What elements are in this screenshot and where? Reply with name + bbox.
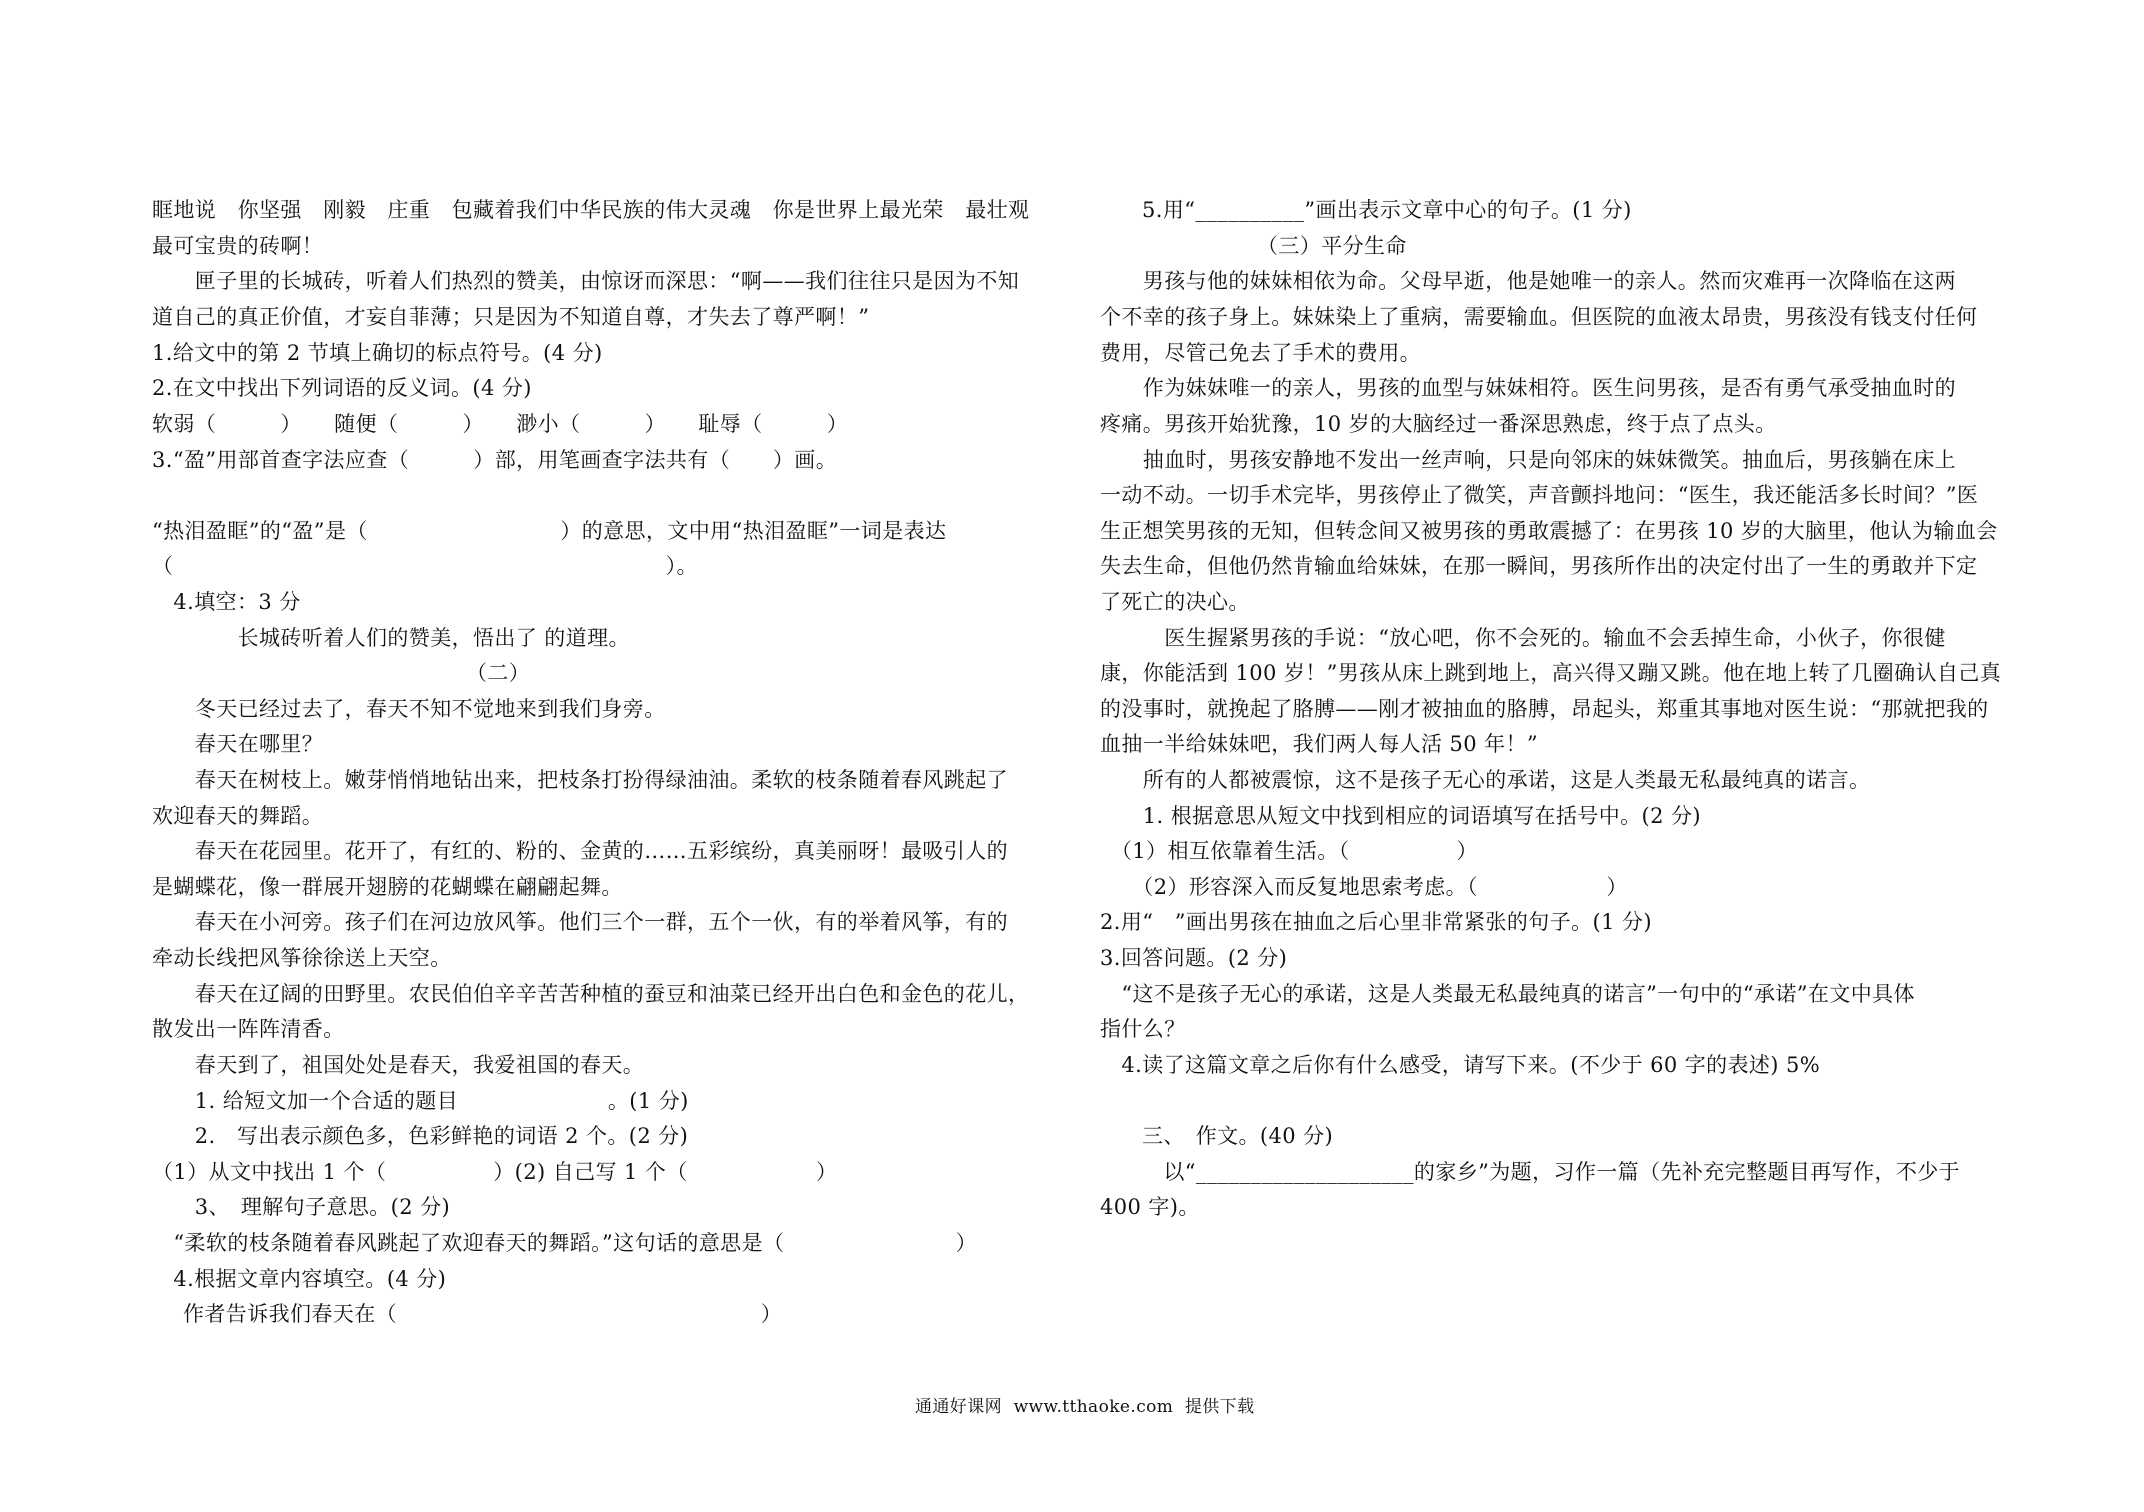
text-line: 一动不动。一切手术完毕，男孩停止了微笑，声音颤抖地问：“医生，我还能活多长时间？”医 [1100, 483, 1979, 507]
text-line: 最可宝贵的砖啊！ [152, 234, 324, 258]
text-line: 血抽一半给妹妹吧，我们两人每人活 50 年！” [1100, 732, 1539, 756]
footer-credit: 通通好课网 www.tthaoke.com 提供下载 [915, 1397, 1255, 1417]
text-line: 眶地说 你坚强 刚毅 庄重 包藏着我们中华民族的伟大灵魂 你是世界上最光荣 最壮观 [152, 198, 1030, 222]
question-2: 2.用“ ”画出男孩在抽血之后心里非常紧张的句子。(1 分) [1100, 910, 1652, 934]
text-line: 春天在树枝上。嫩芽悄悄地钻出来，把枝条打扮得绿油油。柔软的枝条随着春风跳起了 [152, 768, 1008, 792]
text-line: 长城砖听着人们的赞美，悟出了 的道理。 [152, 626, 630, 650]
section-heading-3: （三）平分生命 [1257, 234, 1407, 258]
question-1: 1.给文中的第 2 节填上确切的标点符号。(4 分) [152, 341, 603, 365]
text-line: 疼痛。男孩开始犹豫，10 岁的大脑经过一番深思熟虑，终于点了点头。 [1100, 412, 1777, 436]
text-line: 个不幸的孩子身上。妹妹染上了重病，需要输血。但医院的血液太昂贵，男孩没有钱支付任何 [1100, 305, 1978, 329]
text-line: （2）形容深入而反复地思索考虑。（ ） [1100, 875, 1628, 899]
text-line: 男孩与他的妹妹相依为命。父母早逝，他是她唯一的亲人。然而灾难再一次降临在这两 [1100, 269, 1956, 293]
text-line: 匣子里的长城砖，听着人们热烈的赞美，由惊讶而深思：“啊——我们往往只是因为不知 [152, 269, 1020, 293]
question-1: 1. 根据意思从短文中找到相应的词语填写在括号中。(2 分) [1100, 804, 1701, 828]
text-line: 作为妹妹唯一的亲人，男孩的血型与妹妹相符。医生问男孩，是否有勇气承受抽血时的 [1100, 376, 1956, 400]
question-2: 2.在文中找出下列词语的反义词。(4 分) [152, 376, 532, 400]
question-4: 4.根据文章内容填空。(4 分) [152, 1267, 447, 1291]
text-line: 了死亡的决心。 [1100, 590, 1250, 614]
text-line: 指什么？ [1100, 1017, 1186, 1041]
text-line: 春天在哪里？ [152, 732, 324, 756]
text-line: 失去生命，但他仍然肯输血给妹妹，在那一瞬间，男孩所作出的决定付出了一生的勇敢并下定 [1100, 554, 1978, 578]
text-line: 是蝴蝶花，像一群展开翅膀的花蝴蝶在翩翩起舞。 [152, 875, 623, 899]
text-line: 春天在小河旁。孩子们在河边放风筝。他们三个一群，五个一伙，有的举着风筝，有的 [152, 910, 1008, 934]
text-line: （1）相互依靠着生活。（ ） [1100, 839, 1478, 863]
question-4: 4.读了这篇文章之后你有什么感受，请写下来。(不少于 60 字的表述) 5% [1100, 1053, 1821, 1077]
text-line: （ ）。 [152, 554, 698, 578]
text-line: “这不是孩子无心的承诺，这是人类最无私最纯真的诺言”一句中的“承诺”在文中具体 [1100, 982, 1915, 1006]
essay-prompt: 以“____________________的家乡”为题，习作一篇（先补充完整题目再写作，不少于 [1142, 1160, 1961, 1184]
question-3: 3.回答问题。(2 分) [1100, 946, 1288, 970]
question-3: 3.“盈”用部首查字法应查（ ）部，用笔画查字法共有（ ）画。 [152, 448, 838, 472]
text-line: 春天在辽阔的田野里。农民伯伯辛辛苦苦种植的蚕豆和油菜已经开出白色和金色的花儿， [152, 982, 1030, 1006]
text-line: 作者告诉我们春天在（ ） [183, 1302, 783, 1326]
text-line: 抽血时，男孩安静地不发出一丝声响，只是向邻床的妹妹微笑。抽血后，男孩躺在床上 [1100, 448, 1956, 472]
question-4: 4.填空：3 分 [152, 590, 301, 614]
text-line: 400 字)。 [1100, 1195, 1200, 1219]
text-line: 生正想笑男孩的无知，但转念间又被男孩的勇敢震撼了：在男孩 10 岁的大脑里，他认为输血会 [1100, 519, 1998, 543]
text-line: 牵动长线把风筝徐徐送上天空。 [152, 946, 452, 970]
question-3: 3、 理解句子意思。(2 分) [152, 1195, 451, 1219]
text-line: 费用，尽管己免去了手术的费用。 [1100, 341, 1421, 365]
text-line: 春天到了，祖国处处是春天，我爱祖国的春天。 [152, 1053, 645, 1077]
text-line: 冬天已经过去了，春天不知不觉地来到我们身旁。 [152, 697, 666, 721]
antonym-blanks: 软弱（ ） 随便（ ） 渺小（ ） 耻辱（ ） [152, 412, 849, 436]
text-line: 散发出一阵阵清香。 [152, 1017, 345, 1041]
text-line: “柔软的枝条随着春风跳起了欢迎春天的舞蹈。”这句话的意思是（ ） [152, 1231, 977, 1255]
section-heading-essay: 三、 作文。(40 分) [1142, 1124, 1334, 1148]
text-line: 欢迎春天的舞蹈。 [152, 804, 324, 828]
text-line: 道自己的真正价值，才妄自菲薄；只是因为不知道自尊，才失去了尊严啊！” [152, 305, 870, 329]
text-line: 所有的人都被震惊，这不是孩子无心的承诺，这是人类最无私最纯真的诺言。 [1100, 768, 1871, 792]
text-line: “热泪盈眶”的“盈”是（ ）的意思，文中用“热泪盈眶”一词是表达 [152, 519, 947, 543]
question-1: 1. 给短文加一个合适的题目 。(1 分) [152, 1089, 689, 1113]
text-line: （1）从文中找出 1 个（ ）(2) 自己写 1 个（ ） [152, 1160, 838, 1184]
section-heading-2: （二） [466, 661, 531, 685]
question-5: 5.用“__________”画出表示文章中心的句子。(1 分) [1142, 198, 1632, 222]
text-line: 春天在花园里。花开了，有红的、粉的、金黄的……五彩缤纷，真美丽呀！最吸引人的 [152, 839, 1008, 863]
text-line: 康，你能活到 100 岁！”男孩从床上跳到地上，高兴得又蹦又跳。他在地上转了几圈确认自己真 [1100, 661, 2002, 685]
question-2: 2. 写出表示颜色多，色彩鲜艳的词语 2 个。(2 分) [152, 1124, 689, 1148]
text-line: 的没事时，就挽起了胳膊——刚才被抽血的胳膊，昂起头，郑重其事地对医生说：“那就把我的 [1100, 697, 1989, 721]
text-line: 医生握紧男孩的手说：“放心吧，你不会死的。输血不会丢掉生命，小伙子，你很健 [1100, 626, 1946, 650]
